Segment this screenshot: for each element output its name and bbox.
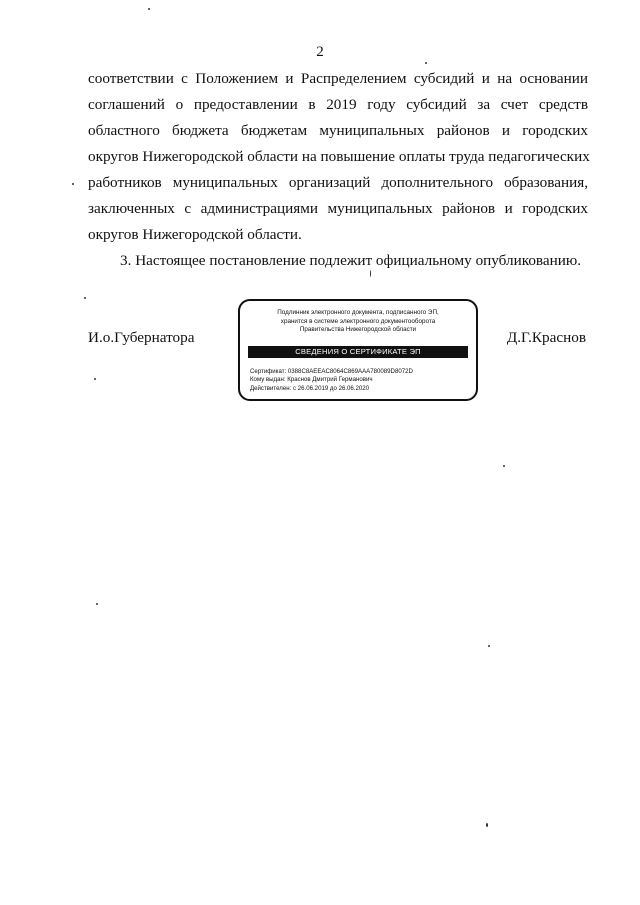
stamp-header-line: хранится в системе электронного документооборота [280,317,436,325]
stamp-header [240,309,476,335]
certificate-number: Сертификат: 0388C8AEEAC8064C869AAA780089D8072D [250,368,413,375]
scan-speck [486,823,488,827]
body-paragraph [88,66,588,248]
scan-speck [370,270,371,277]
paragraph-line: округов Нижегородской области на повышение оплаты труда педагогических [88,148,590,165]
clause-3: 3. Настоящее постановление подлежит официальному опубликованию. [120,252,582,269]
paragraph-line: округов Нижегородской области. [88,226,302,243]
certificate-validity: Действителен: с 26.06.2019 до 26.06.2020 [250,384,370,392]
paragraph-line: соглашений о предоставлении в 2019 году субсидий за счет средств [88,96,588,113]
paragraph-line: заключенных с администрациями муниципальных районов и городских [88,200,588,217]
certificate-owner: Кому выдан: Краснов Дмитрий Германович [250,376,373,384]
scan-speck [94,378,96,380]
signer-name: Д.Г.Краснов [506,329,586,346]
paragraph-line: соответствии с Положением и Распределением субсидий и на основании [88,70,588,87]
electronic-signature-stamp [238,299,478,401]
paragraph-line: работников муниципальных организаций дополнительного образования, [88,174,588,191]
scan-speck [148,8,150,10]
scan-speck [425,62,427,64]
scan-speck [84,297,86,299]
paragraph-line: областного бюджета бюджетам муниципальных районов и городских [88,122,588,139]
scan-speck [488,645,490,647]
scan-speck [96,603,98,605]
signer-title: И.о.Губернатора [88,329,195,346]
scan-speck [72,183,74,185]
scan-speck [503,465,505,467]
stamp-banner: СВЕДЕНИЯ О СЕРТИФИКАТЕ ЭП [248,346,468,358]
stamp-header-line: Подлинник электронного документа, подписанного ЭП, [277,309,439,316]
page-number: 2 [316,44,324,60]
stamp-details [250,368,470,393]
stamp-header-line: Правительства Нижегородской области [299,326,417,333]
